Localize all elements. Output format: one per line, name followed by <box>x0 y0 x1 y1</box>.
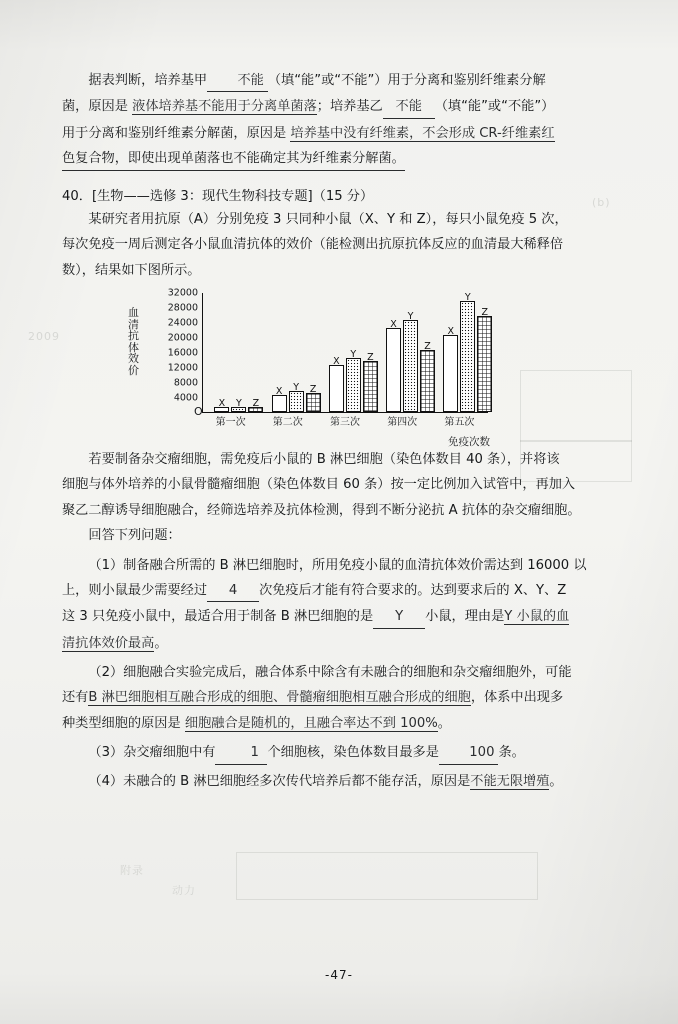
question-40-line1: 某研究者用抗原（A）分别免疫 3 只同种小鼠（X、Y 和 Z），每只小鼠免疫 5 次， <box>88 211 568 227</box>
ghost-mark: 附录 <box>120 864 144 877</box>
answer-blank: 100 <box>439 742 499 764</box>
paragraph-1-line2 <box>62 96 622 118</box>
text: （填“能”或“不能”） <box>434 99 555 115</box>
text: ，体系中出现多 <box>470 690 564 706</box>
sub-question-1-line3 <box>62 606 622 628</box>
ghost-mark: (b) <box>592 196 611 209</box>
chart-bar <box>443 326 458 412</box>
chart-origin-label: O <box>194 405 203 419</box>
question-40-line3: 数），结果如下图所示。 <box>62 262 201 278</box>
answer-blank: 不能 <box>383 96 435 118</box>
answer-blank: Y <box>373 606 425 628</box>
text: 用于分离和鉴别纤维素分解菌，原因是 <box>62 125 287 141</box>
chart-bar-label: Z <box>481 307 488 319</box>
chart-bar-group <box>386 293 435 412</box>
answer-blank: Y 小鼠的血 <box>504 609 570 625</box>
chart-bar <box>420 341 435 412</box>
text: 据表判断，培养基甲 <box>88 73 208 88</box>
text: 次免疫后才能有符合要求的。达到要求后的 X、Y、Z <box>259 582 567 598</box>
text: 种类型细胞的原因是 <box>62 715 181 731</box>
chart-x-tick: 第四次 <box>387 417 418 428</box>
chart-x-ticks <box>202 415 488 431</box>
question-40-p2-line2: 细胞与体外培养的小鼠骨髓瘤细胞（染色体数目 60 条）按一定比例加入试管中，再加入 <box>62 477 576 493</box>
ghost-mark: 2009 <box>28 330 60 343</box>
chart-x-tick: 第三次 <box>330 417 360 428</box>
sub-question-1-line2 <box>62 580 622 602</box>
paragraph-1 <box>62 70 622 92</box>
text: 。 <box>549 773 563 789</box>
chart-bar-label: X <box>447 326 454 337</box>
question-40-p2-line1: 若要制备杂交瘤细胞，需免疫后小鼠的 B 淋巴细胞（染色体数目 40 条），并将该 <box>88 452 560 467</box>
chart-bar-label: X <box>275 386 283 397</box>
answer-blank: 清抗体效价最高 <box>62 635 155 651</box>
chart-bar-label: Z <box>309 384 317 396</box>
text: 小鼠，理由是 <box>425 609 505 625</box>
question-40-p3: 回答下列问题： <box>88 528 181 544</box>
question-40-p2-line3: 聚乙二醇诱导细胞融合，经筛选培养及抗体检测，得到不断分泌抗 A 抗体的杂交瘤细胞。 <box>62 502 581 518</box>
bar-chart <box>158 287 490 448</box>
chart-bar <box>477 307 492 412</box>
text: 条。 <box>498 745 525 761</box>
text: （4）未融合的 B 淋巴细胞经多次传代培养后都不能存活，原因是 <box>88 773 471 789</box>
chart-y-tick: 24000 <box>167 317 198 329</box>
chart-x-tick: 第五次 <box>444 417 475 428</box>
chart-bar-label: X <box>218 398 226 409</box>
text: 。 <box>154 635 168 651</box>
chart-bar <box>386 318 401 413</box>
document-body <box>62 70 622 796</box>
text: 个细胞核，染色体数目最多是 <box>267 745 439 761</box>
chart-bar <box>346 348 361 413</box>
text: 上，则小鼠最少需要经过 <box>62 582 208 598</box>
paragraph-1-line3 <box>62 123 622 144</box>
chart-bar-group <box>272 293 321 412</box>
chart-bar-label: X <box>333 356 340 367</box>
chart-bar-group <box>329 293 378 412</box>
ghost-table <box>236 852 538 900</box>
chart-bar <box>231 398 246 412</box>
chart-bar <box>248 398 263 412</box>
chart-bar-label: Y <box>293 382 300 394</box>
figure-antibody-titer <box>62 287 622 448</box>
chart-bar-group <box>443 293 492 412</box>
text: ；培养基乙 <box>316 99 383 115</box>
chart-y-tick: 20000 <box>167 332 198 344</box>
answer-blank: 不能无限增殖 <box>470 773 550 789</box>
chart-y-tick: 8000 <box>173 377 198 389</box>
chart-x-tick: 第二次 <box>272 417 303 428</box>
text: 这 3 只免疫小鼠中，最适合用于制备 B 淋巴细胞的是 <box>62 609 374 625</box>
chart-y-tick: 12000 <box>167 362 198 374</box>
question-40-line2: 每次免疫一周后测定各小鼠血清抗体的效价（能检测出抗原抗体反应的血清最大稀释倍 <box>62 237 564 253</box>
chart-y-tick: 4000 <box>173 392 198 404</box>
chart-bar-label: Z <box>252 398 260 409</box>
chart-bar <box>289 382 304 412</box>
text: 还有 <box>62 690 89 706</box>
chart-bar <box>403 311 418 412</box>
chart-x-axis-label: 免疫次数 <box>448 436 490 448</box>
sub-question-1-line4 <box>62 633 622 654</box>
chart-bar-label: Z <box>424 341 431 352</box>
chart-bar <box>363 352 378 412</box>
chart-y-tick: 28000 <box>167 302 198 314</box>
chart-bar-label: Y <box>407 311 414 322</box>
chart-plot-area <box>202 293 488 413</box>
chart-y-axis-label: 血清抗体效价 <box>128 306 139 377</box>
chart-bar <box>272 386 287 412</box>
chart-bar-label: Y <box>236 398 242 409</box>
sub-question-1-line1: （1）制备融合所需的 B 淋巴细胞时，所用免疫小鼠的血清抗体效价需达到 16000 以 <box>88 557 587 573</box>
page-number: -47- <box>325 968 353 982</box>
answer-blank: 培养基中没有纤维素，不会形成 CR-纤维素红 <box>290 125 555 141</box>
chart-bar-label: Y <box>350 348 357 360</box>
answer-blank: 细胞融合是随机的，且融合率达不到 100% <box>184 715 438 731</box>
text: （3）杂交瘤细胞中有 <box>88 745 216 761</box>
chart-bar <box>306 384 321 412</box>
text: （填“能”或“不能”）用于分离和鉴别纤维素分解 <box>267 73 546 88</box>
answer-blank: 1 <box>215 742 267 764</box>
chart-bar-group <box>214 293 263 412</box>
sub-question-2-line3 <box>62 713 622 734</box>
sub-question-4 <box>62 771 622 792</box>
text: 菌，原因是 <box>62 99 128 115</box>
answer-blank: 4 <box>207 580 259 602</box>
sub-question-2-line2 <box>62 687 622 708</box>
chart-bar-label: Z <box>367 352 374 364</box>
answer-blank: B 淋巴细胞相互融合形成的细胞、骨髓瘤细胞相互融合形成的细胞 <box>88 690 471 706</box>
ghost-mark: 动力 <box>172 884 196 897</box>
paragraph-1-line4: 色复合物，即使出现单菌落也不能确定其为纤维素分解菌。 <box>62 148 405 170</box>
question-40-title: 40．[生物——选修 3：现代生物科技专题]（15 分） <box>62 188 374 204</box>
chart-x-tick: 第一次 <box>215 417 246 428</box>
chart-y-tick: 32000 <box>167 287 198 299</box>
chart-bar-label: Y <box>464 292 471 304</box>
chart-bar <box>214 398 229 412</box>
chart-bar <box>460 292 475 412</box>
sub-question-3 <box>62 742 622 764</box>
sub-question-2-line1: （2）细胞融合实验完成后，融合体系中除含有未融合的细胞和杂交瘤细胞外，可能 <box>88 665 572 680</box>
chart-bar <box>329 356 344 412</box>
answer-blank: 液体培养基不能用于分离单菌落 <box>132 99 317 115</box>
answer-blank: 不能 <box>207 70 268 92</box>
chart-bar-label: X <box>390 318 397 330</box>
chart-y-tick: 16000 <box>167 347 198 359</box>
text: 。 <box>437 715 451 731</box>
